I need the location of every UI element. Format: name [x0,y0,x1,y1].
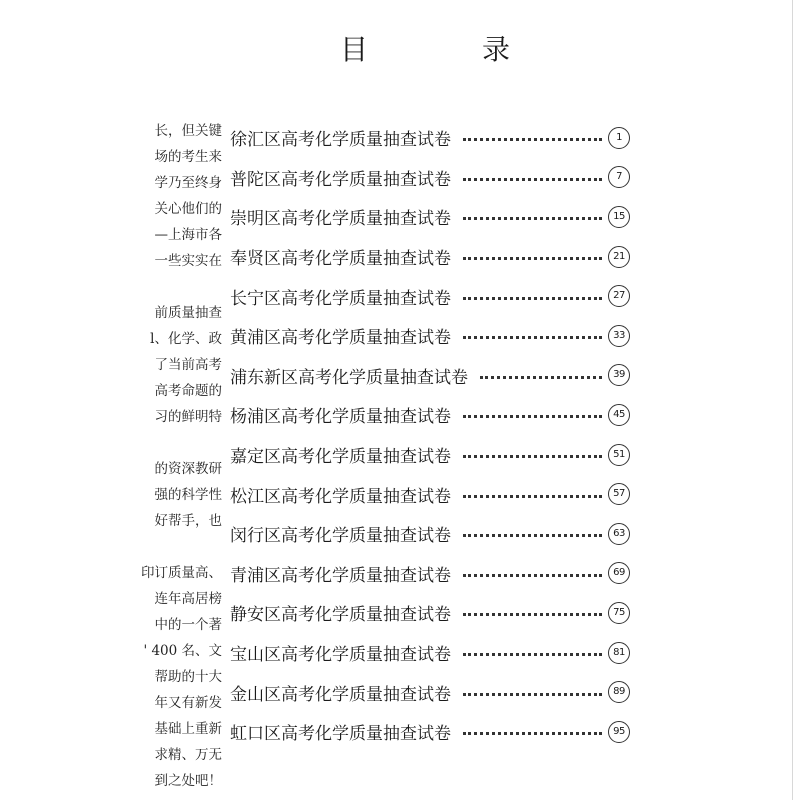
toc-entry-title: 宝山区高考化学质量抽查试卷 [230,645,451,666]
toc-page-number: 81 [608,642,630,664]
dot-leader [463,217,602,220]
dot-leader [463,178,602,181]
preface-line: 了当前高考 [154,357,222,373]
dot-leader [463,732,602,735]
toc-entry-title: 徐汇区高考化学质量抽查试卷 [230,130,451,151]
toc-entry [230,593,630,633]
toc-entry-title: 金山区高考化学质量抽查试卷 [230,684,451,705]
toc-page-number: 1 [608,127,630,149]
toc-page-number: 39 [608,364,630,386]
dot-leader [463,653,602,656]
toc-entry [230,237,630,277]
toc-entry [230,356,630,396]
preface-line: 求精、万无 [154,747,222,763]
page-edge [792,0,793,800]
toc-page-number: 15 [608,206,630,228]
preface-line: 基础上重新 [154,721,222,737]
dot-leader [463,534,602,537]
toc-entry [230,554,630,594]
preface-line: 前质量抽查 [154,305,222,321]
toc-entry-title: 青浦区高考化学质量抽查试卷 [230,565,451,586]
preface-line: 好帮手，也 [154,513,222,529]
toc-entry-title: 崇明区高考化学质量抽查试卷 [230,209,451,230]
toc-entry-title: 松江区高考化学质量抽查试卷 [230,486,451,507]
toc-page-number: 75 [608,602,630,624]
toc-page-number: 69 [608,562,630,584]
toc-entry [230,158,630,198]
dot-leader [463,415,602,418]
toc-entry [230,435,630,475]
preface-line: 强的科学性 [154,487,222,503]
toc-page-number: 63 [608,523,630,545]
dot-leader [463,297,602,300]
dot-leader [463,574,602,577]
toc-entry [230,514,630,554]
paragraph-gap [108,534,222,560]
preface-line: 到之处吧！ [154,773,222,789]
toc-entry [230,474,630,514]
toc-entry-title: 黄浦区高考化学质量抽查试卷 [230,328,451,349]
preface-line: 一些实实在 [154,253,222,269]
toc-entry [230,395,630,435]
dot-leader [463,455,602,458]
toc-page-number: 21 [608,246,630,268]
toc-page-number: 95 [608,721,630,743]
toc-entry [230,316,630,356]
toc-entry-title: 静安区高考化学质量抽查试卷 [230,605,451,626]
dot-leader [463,495,602,498]
toc-entry-title: 虹口区高考化学质量抽查试卷 [230,724,451,745]
toc-entry [230,197,630,237]
toc-entry [230,276,630,316]
dot-leader [463,336,602,339]
toc-entry [230,633,630,673]
preface-line: 高考命题的 [154,383,222,399]
preface-line: l、化学、政 [150,331,222,347]
preface-line: 关心他们的 [154,201,222,217]
toc-entry [230,712,630,752]
toc-entry [230,118,630,158]
toc-entry-title: 闵行区高考化学质量抽查试卷 [230,526,451,547]
preface-line: 习的鲜明特 [154,409,222,425]
preface-line: 年又有新发 [154,695,222,711]
toc-entry-title: 长宁区高考化学质量抽查试卷 [230,288,451,309]
preface-line: 长，但关键 [154,123,222,139]
paragraph-gap [108,430,222,456]
dot-leader [463,257,602,260]
toc-entry-title: 浦东新区高考化学质量抽查试卷 [230,367,468,388]
toc-entry-title: 嘉定区高考化学质量抽查试卷 [230,447,451,468]
preface-line: 学乃至终身 [154,175,222,191]
title-char-2: 录 [481,33,510,66]
preface-line: 印订质量高、 [141,565,222,581]
toc-page-number: 57 [608,483,630,505]
cropped-preface-text [108,118,222,794]
toc-page-number: 7 [608,166,630,188]
preface-line: ' 400 名、文 [143,643,222,659]
preface-line: 连年高居榜 [154,591,222,607]
dot-leader [463,693,602,696]
toc-entry-title: 普陀区高考化学质量抽查试卷 [230,169,451,190]
preface-line: 帮助的十大 [154,669,222,685]
preface-line: —上海市各 [154,227,222,243]
toc-entry-title: 奉贤区高考化学质量抽查试卷 [230,249,451,270]
title-char-1: 目 [340,33,369,66]
toc-page-number: 27 [608,285,630,307]
toc-entry-title: 杨浦区高考化学质量抽查试卷 [230,407,451,428]
preface-line: 场的考生来 [154,149,222,165]
preface-line: 中的一个著 [154,617,222,633]
toc-entry [230,672,630,712]
toc-page-number: 33 [608,325,630,347]
table-of-contents [230,118,630,752]
toc-page-number: 45 [608,404,630,426]
preface-line: 的资深教研 [154,461,222,477]
page-title [340,28,510,68]
dot-leader [463,613,602,616]
paragraph-gap [108,274,222,300]
dot-leader [463,138,602,141]
toc-page-number: 51 [608,444,630,466]
toc-page-number: 89 [608,681,630,703]
dot-leader [480,376,602,379]
